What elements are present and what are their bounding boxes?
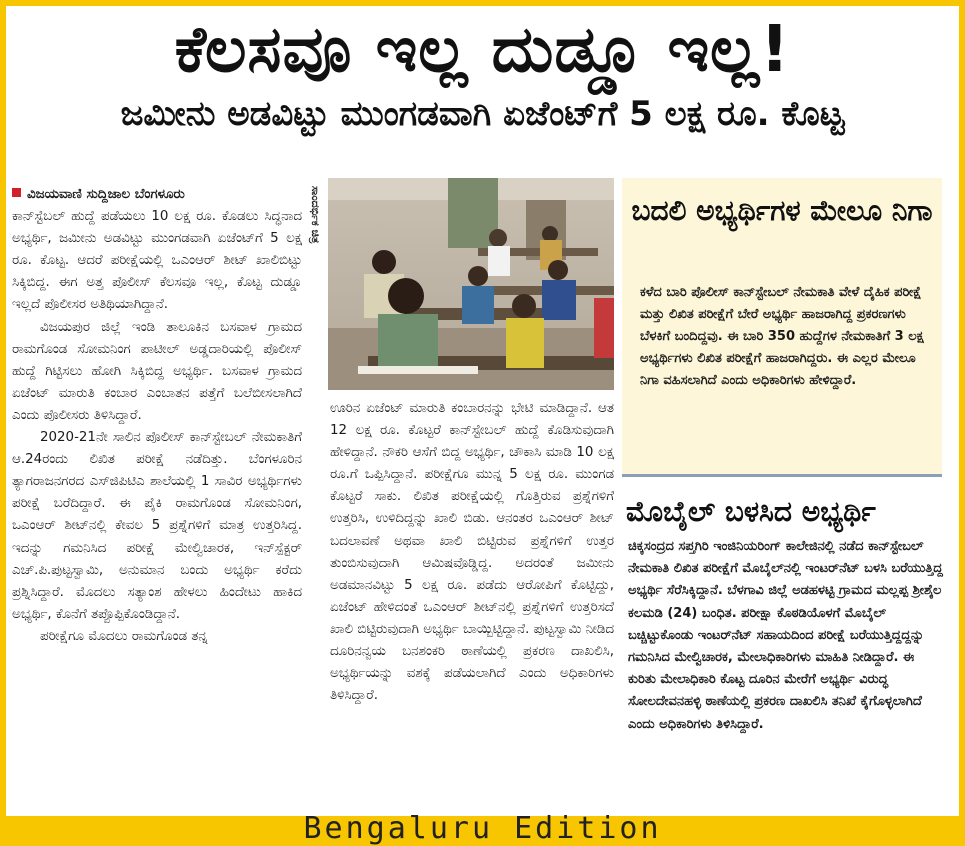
bullet-square-icon (12, 188, 21, 197)
article-paragraph: ಊರಿನ ಏಜೆಂಟ್ ಮಾರುತಿ ಕಂಬಾರನನ್ನು ಭೇಟಿ ಮಾಡಿದ್ದಾನೆ. ಆತ 12 ಲಕ್ಷ ರೂ. ಕೊಟ್ಟರೆ ಕಾನ್‌ಸ್ಟೇಬಲ್ ಹುದ್ದೆ ಕೊಡಿಸುವುದಾಗಿ ಹೇಳಿದ್ದಾನೆ. ನೌಕರಿ ಆಸೆಗೆ ಬಿದ್ದ ಅಭ್ಯರ್ಥಿ, ಚೌಕಾಸಿ ಮಾಡಿ 10 ಲಕ್ಷ ರೂ.ಗೆ ಒಪ್ಪಿಸಿದ್ದಾನೆ. ಪರೀಕ್ಷೆಗೂ ಮುನ್ನ 5 ಲಕ್ಷ ರೂ. ಮುಂಗಡ ಕೊಟ್ಟರೆ ಸಾಕು. ಲಿಖಿತ ಪರೀಕ್ಷೆಯಲ್ಲಿ ಗೊತ್ತಿರುವ ಪ್ರಶ್ನೆಗಳಿಗೆ ಉತ್ತರಿಸಿ, ಉಳಿದಿದ್ದನ್ನು ಖಾಲಿ ಬಿಡು. ಆನಂತರ ಒಎಂಆರ್ ಶೀಟ್ ಬದಲಾವಣೆ ಅಥವಾ ಖಾಲಿ ಬಿಟ್ಟಿರುವ ಪ್ರಶ್ನೆಗಳಿಗೆ ಉತ್ತರ ತುಂಬಿಸುವುದಾಗಿ ಆಮಿಷವೊಡ್ಡಿದ್ದ. ಅದರಂತೆ ಜಮೀನು ಅಡಮಾನವಿಟ್ಟು 5 ಲಕ್ಷ ರೂ. ಪಡೆದು ಆರೋಪಿಗೆ ಕೊಟ್ಟಿದ್ದು, ಏಜೆಂಟ್ ಹೇಳಿದಂತೆ ಒಎಂಆರ್ ಶೀಟ್‌ನಲ್ಲಿ ಪ್ರಶ್ನೆಗಳಿಗೆ ಉತ್ತರಿಸದೆ ಖಾಲಿ ಬಿಟ್ಟಿರುವುದಾಗಿ ಅಭ್ಯರ್ಥಿ ಬಾಯ್ಬಿಟ್ಟಿದ್ದಾನೆ. ಪುಟ್ಟಸ್ವಾಮಿ ನೀಡಿದ ದೂರಿನನ್ವಯ ಬನಶಂಕರಿ ಠಾಣೆಯಲ್ಲಿ ಪ್ರಕರಣ ದಾಖಲಿಸಿ, ಅಭ್ಯರ್ಥಿಯನ್ನು ವಶಕ್ಕೆ ಪಡೆಯಲಾಗಿದೆ ಎಂದು ಅಧಿಕಾರಿಗಳು ತಿಳಿಸಿದ್ದಾರೆ. (330, 401, 614, 704)
sidebar-title-mobile: ಮೊಬೈಲ್ ಬಳಸಿದ ಅಭ್ಯರ್ಥಿ (626, 495, 876, 528)
article-column-2 (330, 398, 614, 707)
exam-hall-photo (328, 178, 614, 390)
byline: ವಿಜಯವಾಣಿ ಸುದ್ದಿಜಾಲ ಬೆಂಗಳೂರು (27, 187, 185, 202)
sidebar-box-impostor-candidates (622, 178, 942, 477)
sidebar-title: ಬದಲಿ ಅಭ್ಯರ್ಥಿಗಳ ಮೇಲೂ ನಿಗಾ (631, 194, 933, 227)
article-paragraph: 2020-21ನೇ ಸಾಲಿನ ಪೊಲೀಸ್ ಕಾನ್‌ಸ್ಟೇಬಲ್ ನೇಮಕಾತಿಗೆ ಆ.24ರಂದು ಲಿಖಿತ ಪರೀಕ್ಷೆ ನಡೆದಿತ್ತು. ಬೆಂಗಳೂರಿನ ತ್ಯಾಗರಾಜನಗರದ ಎಸ್‌ಜಿಪಿಟಿಎ ಶಾಲೆಯಲ್ಲಿ 1 ಸಾವಿರ ಅಭ್ಯರ್ಥಿಗಳು ಪರೀಕ್ಷೆ ಬರೆದಿದ್ದಾರೆ. ಈ ಪೈಕಿ ರಾಮಗೊಂಡ ಸೋಮನಿಂಗ, ಒಎಂಆರ್ ಶೀಟ್‌ನಲ್ಲಿ ಕೇವಲ 5 ಪ್ರಶ್ನೆಗಳಿಗೆ ಮಾತ್ರ ಉತ್ತರಿಸಿದ್ದ. ಇದನ್ನು ಗಮನಿಸಿದ ಪರೀಕ್ಷೆ ಮೇಲ್ವಿಚಾರಕ, ಇನ್‌ಸ್ಪೆಕ್ಟರ್ ಎಚ್.ಪಿ.ಪುಟ್ಟಸ್ವಾಮಿ, ಅನುಮಾನ ಬಂದು ಅಭ್ಯರ್ಥಿ ಕರೆದು ಪ್ರಶ್ನಿಸಿದ್ದಾರೆ. ಮೊದಲು ಸತ್ಯಾಂಶ ಹೇಳಲು ಹಿಂದೇಟು ಹಾಕಿದ ಅಭ್ಯರ್ಥಿ, ಕೊನೆಗೆ ತಪ್ಪೊಪ್ಪಿಕೊಂಡಿದ್ದಾನೆ. (12, 430, 302, 622)
sidebar-body-mobile: ಚಿಕ್ಕಸಂದ್ರದ ಸಪ್ತಗಿರಿ ಇಂಜಿನಿಯರಿಂಗ್ ಕಾಲೇಜಿನಲ್ಲಿ ನಡೆದ ಕಾನ್‌ಸ್ಟೇಬಲ್ ನೇಮಕಾತಿ ಲಿಖಿತ ಪರೀಕ್ಷೆಗೆ ಮೊಬೈಲ್‌ನಲ್ಲಿ ಇಂಟರ್‌ನೆಟ್ ಬಳಸಿ ಬರೆಯುತ್ತಿದ್ದ ಅಭ್ಯರ್ಥಿ ಸೆರೆಸಿಕ್ಕಿದ್ದಾನೆ. ಬೆಳಗಾವಿ ಜಿಲ್ಲೆ ಅಡಹಳಟ್ಟಿ ಗ್ರಾಮದ ಮಲ್ಲಪ್ಪ ಶ್ರೀಶೈಲ ಕಲಮಡಿ (24) ಬಂಧಿತ. ಪರೀಕ್ಷಾ ಕೊಠಡಿಯೊಳಗೆ ಮೊಬೈಲ್ ಬಚ್ಚಿಟ್ಟುಕೊಂಡು ಇಂಟರ್‌ನೆಟ್ ಸಹಾಯದಿಂದ ಪರೀಕ್ಷೆ ಬರೆಯುತ್ತಿದ್ದದ್ದನ್ನು ಗಮನಿಸಿದ ಮೇಲ್ವಿಚಾರಕ, ಮೇಲಾಧಿಕಾರಿಗಳು ಮಾಹಿತಿ ನೀಡಿದ್ದಾರೆ. ಈ ಕುರಿತು ಮೇಲಾಧಿಕಾರಿ ಕೊಟ್ಟ ದೂರಿನ ಮೇರೆಗೆ ಅಭ್ಯರ್ಥಿ ವಿರುದ್ಧ ಸೋಲದೇವನಹಳ್ಳಿ ಠಾಣೆಯಲ್ಲಿ ಪ್ರಕರಣ ದಾಖಲಿಸಿ ತನಿಖೆ ಕೈಗೊಳ್ಳಲಾಗಿದೆ ಎಂದು ಅಧಿಕಾರಿಗಳು ತಿಳಿಸಿದ್ದಾರೆ. (628, 539, 943, 732)
newspaper-page (6, 6, 959, 816)
article-paragraph: ಪರೀಕ್ಷೆಗೂ ಮೊದಲು ರಾಮಗೊಂಡ ತನ್ನ (40, 628, 208, 644)
photo-credit: ಸಾಂದರ್ಭಿಕ ಚಿತ್ರ (309, 186, 322, 244)
edition-label: Bengaluru Edition (303, 811, 662, 846)
sidebar-body: ಕಳೆದ ಬಾರಿ ಪೊಲೀಸ್ ಕಾನ್‌ಸ್ಟೇಬಲ್ ನೇಮಕಾತಿ ವೇಳೆ ದೈಹಿಕ ಪರೀಕ್ಷೆ ಮತ್ತು ಲಿಖಿತ ಪರೀಕ್ಷೆಗೆ ಬೇರೆ ಅಭ್ಯರ್ಥಿ ಹಾಜರಾಗಿದ್ದ ಪ್ರಕರಣಗಳು ಬೆಳಕಿಗೆ ಬಂದಿದ್ದವು. ಈ ಬಾರಿ 350 ಹುದ್ದೆಗಳ ನೇಮಕಾತಿಗೆ 3 ಲಕ್ಷ ಅಭ್ಯರ್ಥಿಗಳು ಲಿಖಿತ ಪರೀಕ್ಷೆಗೆ ಹಾಜರಾಗಿದ್ದರು. ಈ ಎಲ್ಲರ ಮೇಲೂ ನಿಗಾ ವಹಿಸಲಾಗಿದೆ ಎಂದು ಅಧಿಕಾರಿಗಳು ಹೇಳಿದ್ದಾರೆ. (640, 285, 924, 388)
article-paragraph: ಕಾನ್‌ಸ್ಟೆಬಲ್ ಹುದ್ದೆ ಪಡೆಯಲು 10 ಲಕ್ಷ ರೂ. ಕೊಡಲು ಸಿದ್ಧನಾದ ಅಭ್ಯರ್ಥಿ, ಜಮೀನು ಅಡವಿಟ್ಟು ಮುಂಗಡವಾಗಿ ಏಜೆಂಟ್‌ಗೆ 5 ಲಕ್ಷ ರೂ. ಕೊಟ್ಟ. ಆದರೆ ಪರೀಕ್ಷೆಯಲ್ಲಿ ಒಎಂಆರ್ ಶೀಟ್ ಖಾಲಿಬಿಟ್ಟು ಸಿಕ್ಕಿಬಿದ್ದ. ಈಗ ಅತ್ತ ಪೊಲೀಸ್ ಕೆಲಸವೂ ಇಲ್ಲ, ಕೊಟ್ಟ ದುಡ್ಡೂ ಇಲ್ಲದೆ ಪೊಲೀಸರ ಅತಿಥಿಯಾಗಿದ್ದಾನೆ. (12, 209, 302, 313)
subheadline: ಜಮೀನು ಅಡವಿಟ್ಟು ಮುಂಗಡವಾಗಿ ಏಜೆಂಟ್‌ಗೆ 5 ಲಕ್ಷ ರೂ. ಕೊಟ್ಟ (120, 94, 845, 134)
exam-hall-photo-illustration (328, 178, 614, 390)
byline-line (12, 184, 302, 206)
headline: ಕೆಲಸವೂ ಇಲ್ಲ ದುಡ್ಡೂ ಇಲ್ಲ! (174, 13, 791, 87)
article-column-1 (12, 184, 302, 648)
article-paragraph: ವಿಜಯಪುರ ಜಿಲ್ಲೆ ಇಂಡಿ ತಾಲೂಕಿನ ಬಸವಾಳ ಗ್ರಾಮದ ರಾಮಗೊಂಡ ಸೋಮನಿಂಗ ಪಾಟೀಲ್ ಅಡ್ಡದಾರಿಯಲ್ಲಿ ಪೊಲೀಸ್ ಹುದ್ದೆ ಗಿಟ್ಟಿಸಲು ಹೋಗಿ ಸಿಕ್ಕಿಬಿದ್ದ ಅಭ್ಯರ್ಥಿ. ಬಸವಾಳ ಗ್ರಾಮದ ಏಜೆಂಟ್ ಮಾರುತಿ ಕಂಬಾರ ಎಂಬಾತನ ಪತ್ತೆಗೆ ಬಲೆಬೀಸಲಾಗಿದೆ ಎಂದು ಪೊಲೀಸರು ತಿಳಿಸಿದ್ದಾರೆ. (12, 319, 302, 423)
